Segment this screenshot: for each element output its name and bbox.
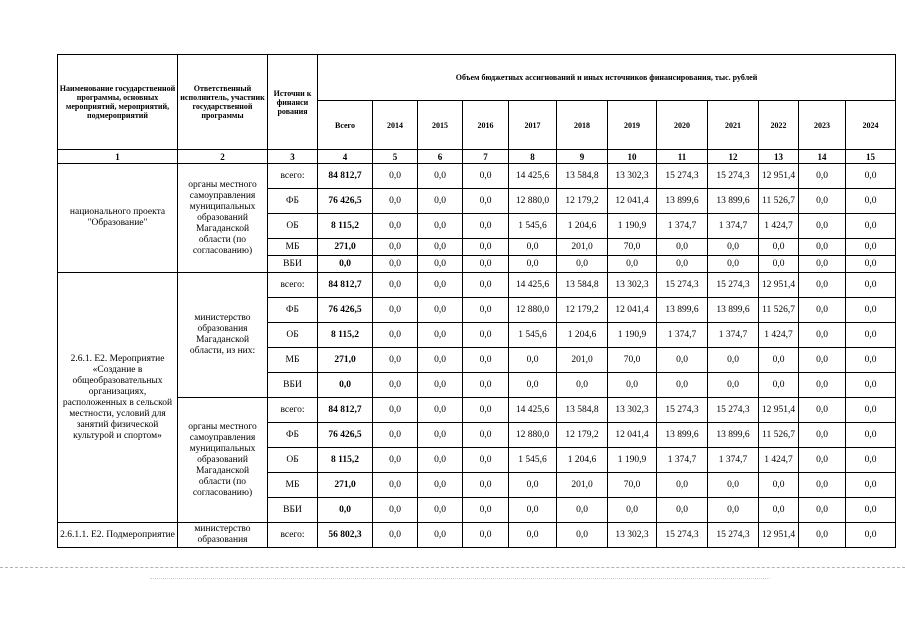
- funding-source-cell: всего:: [268, 398, 318, 423]
- year-amount-cell: 0,0: [509, 498, 557, 523]
- year-amount-cell: 0,0: [373, 398, 418, 423]
- page-cut-line: [0, 567, 905, 568]
- year-amount-cell: 1 545,6: [509, 323, 557, 348]
- year-amount-cell: 11 526,7: [759, 423, 799, 448]
- year-amount-cell: 0,0: [759, 373, 799, 398]
- funding-source-cell: МБ: [268, 239, 318, 256]
- year-amount-cell: 201,0: [557, 473, 608, 498]
- year-amount-cell: 1 204,6: [557, 214, 608, 239]
- year-amount-cell: 1 424,7: [759, 323, 799, 348]
- year-amount-cell: 15 274,3: [708, 164, 759, 189]
- total-amount-cell: 0,0: [318, 498, 373, 523]
- year-amount-cell: 15 274,3: [657, 523, 708, 548]
- year-amount-cell: 0,0: [373, 164, 418, 189]
- year-amount-cell: 0,0: [418, 473, 463, 498]
- year-amount-cell: 12 179,2: [557, 298, 608, 323]
- year-amount-cell: 13 899,6: [657, 189, 708, 214]
- total-amount-cell: 76 426,5: [318, 423, 373, 448]
- year-amount-cell: 0,0: [373, 273, 418, 298]
- executor-cell: органы местного самоуправления муниципальных образований Магаданской области (по согласованию): [178, 398, 268, 523]
- year-amount-cell: 0,0: [799, 423, 846, 448]
- year-amount-cell: 0,0: [846, 298, 896, 323]
- executor-cell: органы местного самоуправления муниципальных образований Магаданской области (по согласованию): [178, 164, 268, 273]
- year-amount-cell: 0,0: [708, 239, 759, 256]
- header-total: Всего: [318, 101, 373, 150]
- funding-source-cell: МБ: [268, 348, 318, 373]
- year-amount-cell: 1 374,7: [708, 448, 759, 473]
- funding-source-cell: всего:: [268, 273, 318, 298]
- year-amount-cell: 0,0: [708, 373, 759, 398]
- year-amount-cell: 0,0: [846, 164, 896, 189]
- program-name-cell: национального проекта "Образование": [58, 164, 178, 273]
- funding-source-cell: ФБ: [268, 423, 318, 448]
- year-amount-cell: 12 951,4: [759, 164, 799, 189]
- year-amount-cell: 0,0: [418, 239, 463, 256]
- year-amount-cell: 0,0: [373, 298, 418, 323]
- year-amount-cell: 11 526,7: [759, 298, 799, 323]
- column-number: 8: [509, 150, 557, 164]
- total-amount-cell: 271,0: [318, 239, 373, 256]
- header-year: 2021: [708, 101, 759, 150]
- year-amount-cell: 0,0: [463, 398, 509, 423]
- year-amount-cell: 1 374,7: [657, 448, 708, 473]
- column-number: 1: [58, 150, 178, 164]
- year-amount-cell: 0,0: [608, 256, 657, 273]
- year-amount-cell: 0,0: [799, 398, 846, 423]
- year-amount-cell: 15 274,3: [657, 273, 708, 298]
- year-amount-cell: 12 880,0: [509, 298, 557, 323]
- year-amount-cell: 0,0: [373, 189, 418, 214]
- year-amount-cell: 1 190,9: [608, 214, 657, 239]
- year-amount-cell: 14 425,6: [509, 398, 557, 423]
- funding-source-cell: ВБИ: [268, 498, 318, 523]
- header-year: 2023: [799, 101, 846, 150]
- year-amount-cell: 0,0: [759, 473, 799, 498]
- year-amount-cell: 0,0: [799, 373, 846, 398]
- year-amount-cell: 0,0: [463, 189, 509, 214]
- year-amount-cell: 13 302,3: [608, 523, 657, 548]
- funding-source-cell: ОБ: [268, 323, 318, 348]
- year-amount-cell: 70,0: [608, 239, 657, 256]
- funding-source-cell: ВБИ: [268, 373, 318, 398]
- year-amount-cell: 0,0: [608, 498, 657, 523]
- page-fold-line: [150, 578, 770, 579]
- header-year: 2020: [657, 101, 708, 150]
- year-amount-cell: 0,0: [418, 298, 463, 323]
- year-amount-cell: 0,0: [708, 256, 759, 273]
- year-amount-cell: 0,0: [463, 423, 509, 448]
- year-amount-cell: 12 880,0: [509, 423, 557, 448]
- year-amount-cell: 0,0: [759, 498, 799, 523]
- year-amount-cell: 0,0: [463, 298, 509, 323]
- year-amount-cell: 201,0: [557, 348, 608, 373]
- year-amount-cell: 0,0: [418, 256, 463, 273]
- year-amount-cell: 12 041,4: [608, 423, 657, 448]
- year-amount-cell: 13 584,8: [557, 273, 608, 298]
- budget-table-sheet: [57, 54, 895, 548]
- financing-row: [58, 164, 896, 189]
- financing-row: [58, 398, 896, 423]
- year-amount-cell: 12 951,4: [759, 398, 799, 423]
- total-amount-cell: 84 812,7: [318, 273, 373, 298]
- year-amount-cell: 0,0: [373, 214, 418, 239]
- funding-source-cell: ФБ: [268, 298, 318, 323]
- total-amount-cell: 271,0: [318, 348, 373, 373]
- header-year: 2019: [608, 101, 657, 150]
- financing-row: [58, 273, 896, 298]
- year-amount-cell: 0,0: [557, 523, 608, 548]
- column-number: 6: [418, 150, 463, 164]
- year-amount-cell: 0,0: [373, 448, 418, 473]
- year-amount-cell: 0,0: [418, 523, 463, 548]
- year-amount-cell: 0,0: [418, 448, 463, 473]
- year-amount-cell: 0,0: [373, 373, 418, 398]
- year-amount-cell: 1 374,7: [708, 214, 759, 239]
- year-amount-cell: 0,0: [373, 423, 418, 448]
- year-amount-cell: 1 204,6: [557, 448, 608, 473]
- funding-source-cell: ВБИ: [268, 256, 318, 273]
- header-year: 2024: [846, 101, 896, 150]
- year-amount-cell: 0,0: [799, 323, 846, 348]
- year-amount-cell: 0,0: [418, 323, 463, 348]
- year-amount-cell: 0,0: [418, 273, 463, 298]
- year-amount-cell: 201,0: [557, 239, 608, 256]
- year-amount-cell: 0,0: [708, 473, 759, 498]
- column-number: 9: [557, 150, 608, 164]
- year-amount-cell: 13 899,6: [708, 298, 759, 323]
- year-amount-cell: 0,0: [657, 473, 708, 498]
- total-amount-cell: 56 802,3: [318, 523, 373, 548]
- column-number: 4: [318, 150, 373, 164]
- year-amount-cell: 0,0: [463, 256, 509, 273]
- column-number: 3: [268, 150, 318, 164]
- header-year: 2014: [373, 101, 418, 150]
- year-amount-cell: 0,0: [657, 373, 708, 398]
- header-year: 2017: [509, 101, 557, 150]
- year-amount-cell: 0,0: [373, 523, 418, 548]
- year-amount-cell: 1 374,7: [657, 323, 708, 348]
- year-amount-cell: 0,0: [799, 256, 846, 273]
- year-amount-cell: 0,0: [799, 214, 846, 239]
- year-amount-cell: 1 545,6: [509, 448, 557, 473]
- program-name-cell: 2.6.1. Е2. Мероприятие «Создание в общеобразовательных организациях, расположенных в сельской местности, условий для занятий физической культурой и спортом»: [58, 273, 178, 523]
- funding-source-cell: ОБ: [268, 214, 318, 239]
- year-amount-cell: 0,0: [463, 164, 509, 189]
- year-amount-cell: 14 425,6: [509, 164, 557, 189]
- year-amount-cell: 0,0: [373, 256, 418, 273]
- year-amount-cell: 0,0: [799, 189, 846, 214]
- header-name: Наименование государственной программы, основных мероприятий, мероприятий, подмероприятий: [58, 55, 178, 150]
- total-amount-cell: 0,0: [318, 373, 373, 398]
- year-amount-cell: 1 374,7: [708, 323, 759, 348]
- column-number: 11: [657, 150, 708, 164]
- financing-row: [58, 523, 896, 548]
- header-source: Источни к финанси рования: [268, 55, 318, 150]
- funding-source-cell: всего:: [268, 523, 318, 548]
- year-amount-cell: 12 951,4: [759, 273, 799, 298]
- funding-source-cell: ФБ: [268, 189, 318, 214]
- budget-allocation-table: [57, 54, 896, 548]
- year-amount-cell: 0,0: [509, 348, 557, 373]
- year-amount-cell: 0,0: [846, 256, 896, 273]
- header-row-top: [58, 55, 896, 101]
- header-year: 2018: [557, 101, 608, 150]
- year-amount-cell: 11 526,7: [759, 189, 799, 214]
- total-amount-cell: 8 115,2: [318, 214, 373, 239]
- year-amount-cell: 13 302,3: [608, 164, 657, 189]
- year-amount-cell: 0,0: [846, 373, 896, 398]
- year-amount-cell: 13 899,6: [708, 423, 759, 448]
- column-number: 12: [708, 150, 759, 164]
- column-number: 13: [759, 150, 799, 164]
- year-amount-cell: 0,0: [557, 498, 608, 523]
- year-amount-cell: 0,0: [759, 348, 799, 373]
- year-amount-cell: 70,0: [608, 473, 657, 498]
- year-amount-cell: 0,0: [759, 256, 799, 273]
- year-amount-cell: 1 204,6: [557, 323, 608, 348]
- year-amount-cell: 1 374,7: [657, 214, 708, 239]
- year-amount-cell: 0,0: [463, 239, 509, 256]
- year-amount-cell: 0,0: [799, 298, 846, 323]
- header-year: 2022: [759, 101, 799, 150]
- year-amount-cell: 13 584,8: [557, 164, 608, 189]
- year-amount-cell: 0,0: [418, 398, 463, 423]
- year-amount-cell: 0,0: [463, 348, 509, 373]
- year-amount-cell: 14 425,6: [509, 273, 557, 298]
- year-amount-cell: 0,0: [657, 498, 708, 523]
- year-amount-cell: 0,0: [373, 348, 418, 373]
- column-number: 15: [846, 150, 896, 164]
- year-amount-cell: 0,0: [799, 473, 846, 498]
- year-amount-cell: 13 302,3: [608, 398, 657, 423]
- year-amount-cell: 0,0: [846, 423, 896, 448]
- year-amount-cell: 0,0: [509, 256, 557, 273]
- year-amount-cell: 0,0: [799, 164, 846, 189]
- year-amount-cell: 70,0: [608, 348, 657, 373]
- header-year: 2015: [418, 101, 463, 150]
- total-amount-cell: 8 115,2: [318, 323, 373, 348]
- year-amount-cell: 0,0: [509, 239, 557, 256]
- year-amount-cell: 13 899,6: [657, 298, 708, 323]
- year-amount-cell: 0,0: [418, 164, 463, 189]
- year-amount-cell: 0,0: [846, 323, 896, 348]
- year-amount-cell: 0,0: [846, 398, 896, 423]
- executor-cell: министерство образования: [178, 523, 268, 548]
- year-amount-cell: 1 190,9: [608, 323, 657, 348]
- year-amount-cell: 0,0: [418, 498, 463, 523]
- year-amount-cell: 0,0: [846, 473, 896, 498]
- year-amount-cell: 0,0: [373, 323, 418, 348]
- total-amount-cell: 84 812,7: [318, 164, 373, 189]
- column-number: 5: [373, 150, 418, 164]
- year-amount-cell: 15 274,3: [708, 398, 759, 423]
- year-amount-cell: 12 179,2: [557, 423, 608, 448]
- year-amount-cell: 0,0: [509, 523, 557, 548]
- year-amount-cell: 13 584,8: [557, 398, 608, 423]
- header-executor: Ответственный исполнитель, участник государственной программы: [178, 55, 268, 150]
- year-amount-cell: 15 274,3: [708, 523, 759, 548]
- total-amount-cell: 76 426,5: [318, 189, 373, 214]
- year-amount-cell: 0,0: [463, 214, 509, 239]
- header-volume: Объем бюджетных ассигнований и иных источников финансирования, тыс. рублей: [318, 55, 896, 101]
- year-amount-cell: 12 880,0: [509, 189, 557, 214]
- year-amount-cell: 12 179,2: [557, 189, 608, 214]
- year-amount-cell: 0,0: [846, 448, 896, 473]
- year-amount-cell: 0,0: [608, 373, 657, 398]
- year-amount-cell: 1 424,7: [759, 448, 799, 473]
- funding-source-cell: ОБ: [268, 448, 318, 473]
- year-amount-cell: 12 041,4: [608, 189, 657, 214]
- year-amount-cell: 0,0: [463, 323, 509, 348]
- year-amount-cell: 0,0: [799, 273, 846, 298]
- year-amount-cell: 0,0: [708, 498, 759, 523]
- total-amount-cell: 8 115,2: [318, 448, 373, 473]
- year-amount-cell: 0,0: [557, 373, 608, 398]
- year-amount-cell: 0,0: [463, 523, 509, 548]
- year-amount-cell: 0,0: [657, 239, 708, 256]
- year-amount-cell: 0,0: [463, 498, 509, 523]
- program-name-cell: 2.6.1.1. Е2. Подмероприятие: [58, 523, 178, 548]
- year-amount-cell: 0,0: [846, 239, 896, 256]
- year-amount-cell: 0,0: [463, 473, 509, 498]
- year-amount-cell: 0,0: [846, 273, 896, 298]
- funding-source-cell: МБ: [268, 473, 318, 498]
- year-amount-cell: 0,0: [657, 348, 708, 373]
- year-amount-cell: 13 302,3: [608, 273, 657, 298]
- funding-source-cell: всего:: [268, 164, 318, 189]
- year-amount-cell: 0,0: [799, 498, 846, 523]
- year-amount-cell: 0,0: [509, 373, 557, 398]
- column-number: 10: [608, 150, 657, 164]
- column-number: 2: [178, 150, 268, 164]
- year-amount-cell: 0,0: [846, 189, 896, 214]
- year-amount-cell: 0,0: [373, 239, 418, 256]
- year-amount-cell: 0,0: [799, 239, 846, 256]
- year-amount-cell: 1 424,7: [759, 214, 799, 239]
- year-amount-cell: 0,0: [463, 448, 509, 473]
- year-amount-cell: 13 899,6: [657, 423, 708, 448]
- column-number: 7: [463, 150, 509, 164]
- year-amount-cell: 13 899,6: [708, 189, 759, 214]
- year-amount-cell: 0,0: [557, 256, 608, 273]
- year-amount-cell: 0,0: [509, 473, 557, 498]
- year-amount-cell: 0,0: [708, 348, 759, 373]
- total-amount-cell: 0,0: [318, 256, 373, 273]
- total-amount-cell: 76 426,5: [318, 298, 373, 323]
- year-amount-cell: 15 274,3: [657, 398, 708, 423]
- year-amount-cell: 0,0: [418, 189, 463, 214]
- year-amount-cell: 12 041,4: [608, 298, 657, 323]
- year-amount-cell: 0,0: [463, 373, 509, 398]
- year-amount-cell: 0,0: [799, 348, 846, 373]
- year-amount-cell: 0,0: [418, 373, 463, 398]
- year-amount-cell: 1 545,6: [509, 214, 557, 239]
- year-amount-cell: 1 190,9: [608, 448, 657, 473]
- column-number-row: [58, 150, 896, 164]
- year-amount-cell: 12 951,4: [759, 523, 799, 548]
- year-amount-cell: 0,0: [418, 214, 463, 239]
- year-amount-cell: 0,0: [463, 273, 509, 298]
- year-amount-cell: 0,0: [418, 348, 463, 373]
- total-amount-cell: 271,0: [318, 473, 373, 498]
- year-amount-cell: 0,0: [418, 423, 463, 448]
- year-amount-cell: 0,0: [799, 448, 846, 473]
- year-amount-cell: 0,0: [373, 473, 418, 498]
- year-amount-cell: 0,0: [846, 523, 896, 548]
- total-amount-cell: 84 812,7: [318, 398, 373, 423]
- year-amount-cell: 15 274,3: [708, 273, 759, 298]
- year-amount-cell: 0,0: [759, 239, 799, 256]
- year-amount-cell: 15 274,3: [657, 164, 708, 189]
- column-number: 14: [799, 150, 846, 164]
- year-amount-cell: 0,0: [846, 214, 896, 239]
- year-amount-cell: 0,0: [799, 523, 846, 548]
- year-amount-cell: 0,0: [846, 348, 896, 373]
- year-amount-cell: 0,0: [846, 498, 896, 523]
- year-amount-cell: 0,0: [373, 498, 418, 523]
- header-year: 2016: [463, 101, 509, 150]
- executor-cell: министерство образования Магаданской области, из них:: [178, 273, 268, 398]
- year-amount-cell: 0,0: [657, 256, 708, 273]
